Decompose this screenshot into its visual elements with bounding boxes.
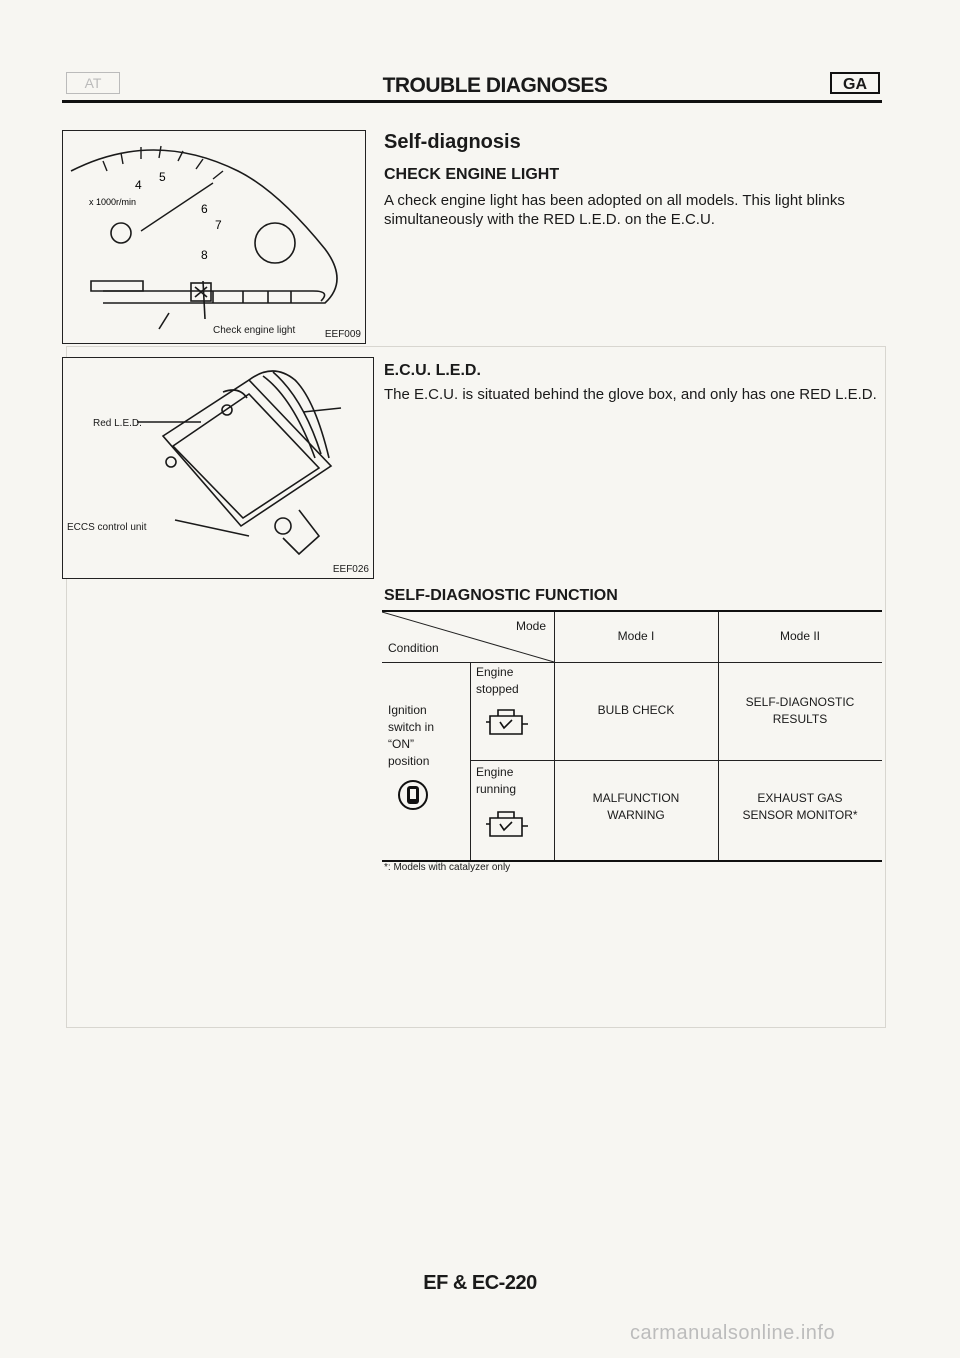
table-footnote: *: Models with catalyzer only <box>384 862 511 873</box>
figure-ecu-led <box>62 357 374 579</box>
figure-code: EEF026 <box>332 564 369 575</box>
label-red-led: Red L.E.D. <box>93 418 142 429</box>
watermark: carmanualsonline.info <box>630 1322 836 1344</box>
figure-code: EEF009 <box>324 329 361 340</box>
header-mode-2: Mode II <box>779 629 821 643</box>
figure-check-engine-light <box>62 130 366 344</box>
gauge-number: 6 <box>201 202 208 216</box>
page-number: EF & EC-220 <box>423 1272 537 1294</box>
tach-unit-label: x 1000r/min <box>89 197 137 207</box>
tachometer-illustration <box>63 131 365 343</box>
section-badge: GA <box>830 72 880 94</box>
gauge-number: 4 <box>135 178 142 192</box>
condition-engine-running: Engine running <box>476 765 517 796</box>
cell-bulb-check: BULB CHECK <box>597 703 675 717</box>
gauge-number: 5 <box>159 170 166 184</box>
paragraph-check-engine-light: A check engine light has been adopted on all models. This light blinks simultaneously with the RED L.E.D. on the E.C.U. <box>384 192 845 228</box>
engine-icon <box>482 804 532 844</box>
header-mode: Mode <box>516 619 547 633</box>
engine-icon <box>482 702 532 742</box>
label-eccs-control-unit: ECCS control unit <box>67 522 147 533</box>
subheading-ecu-led: E.C.U. L.E.D. <box>384 362 481 379</box>
table-rule <box>470 662 471 860</box>
ignition-key-icon <box>396 778 430 812</box>
self-diagnostic-table <box>382 610 882 862</box>
callout-check-engine-light: Check engine light <box>213 325 296 336</box>
header-mode-1: Mode I <box>617 629 655 643</box>
cell-exhaust-gas-sensor-monitor: EXHAUST GAS SENSOR MONITOR* <box>742 791 858 822</box>
ecu-illustration <box>63 358 373 578</box>
condition-ignition: Ignition switch in “ON” position <box>388 703 435 768</box>
section-heading-self-diagnosis: Self-diagnosis <box>384 131 521 153</box>
gauge-number: 8 <box>201 248 208 262</box>
cell-self-diagnostic-results: SELF-DIAGNOSTIC RESULTS <box>745 695 855 726</box>
cell-malfunction-warning: MALFUNCTION WARNING <box>592 791 680 822</box>
header-condition: Condition <box>388 641 439 655</box>
subheading-check-engine-light: CHECK ENGINE LIGHT <box>384 166 560 183</box>
paragraph-ecu-led: The E.C.U. is situated behind the glove box, and only has one RED L.E.D. <box>384 386 877 403</box>
header-rule <box>62 100 882 103</box>
page-title: TROUBLE DIAGNOSES <box>382 74 608 97</box>
gauge-number: 7 <box>215 218 222 232</box>
condition-engine-stopped: Engine stopped <box>476 665 519 696</box>
table-rule <box>470 760 882 761</box>
subheading-self-diagnostic-function: SELF-DIAGNOSTIC FUNCTION <box>384 587 618 604</box>
section-tab-left: AT <box>66 72 120 94</box>
